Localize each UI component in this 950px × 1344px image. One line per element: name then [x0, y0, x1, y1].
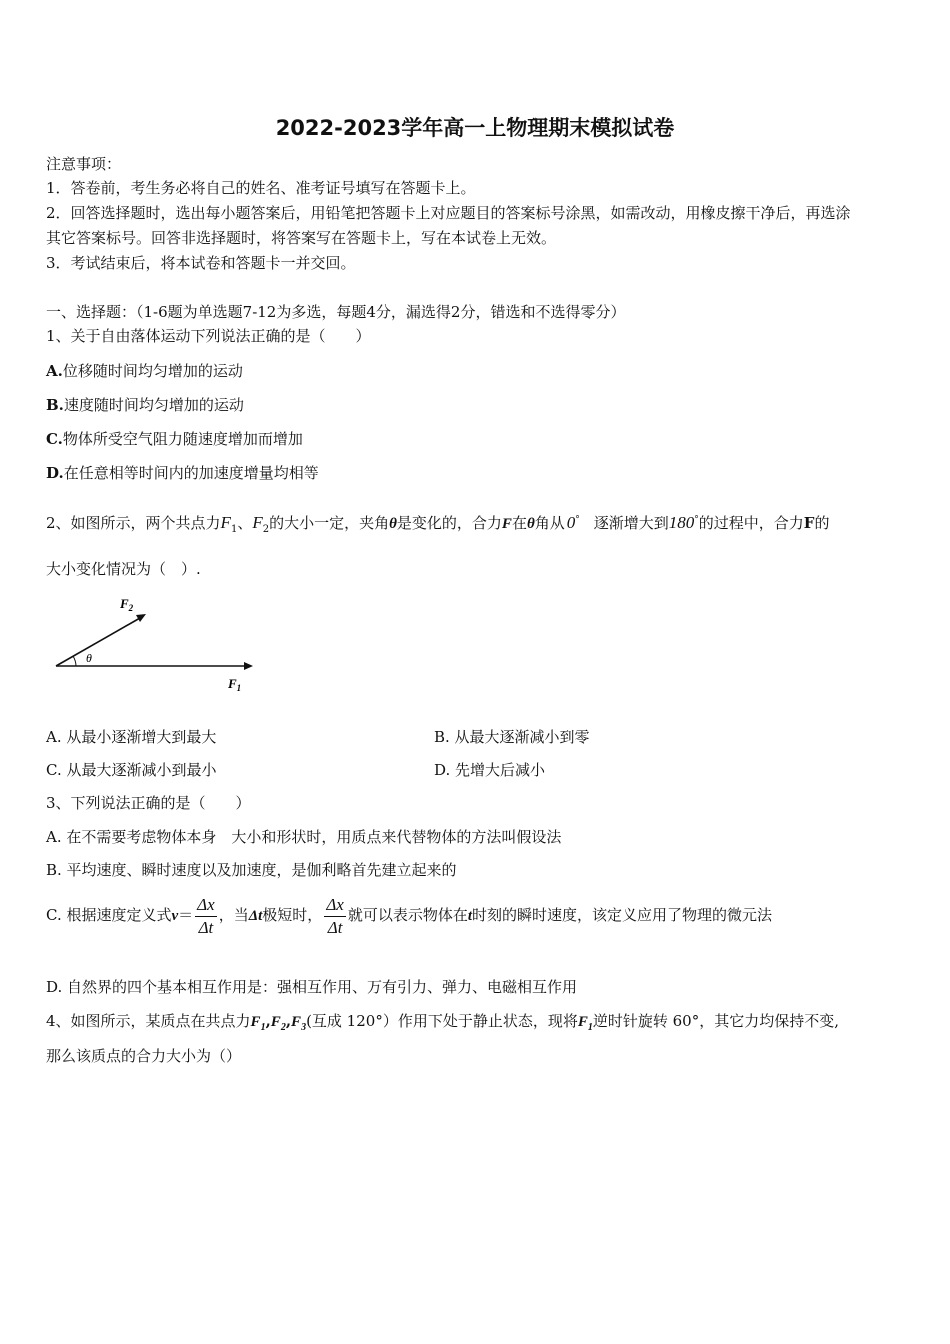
q3-option-a: A. 在不需要考虑物体本身 大小和形状时，用质点来代替物体的方法叫假设法	[46, 828, 562, 846]
q1-option-a-label: A.	[46, 362, 63, 380]
q3-frac2-den: Δt	[327, 917, 343, 937]
q4-comma-2: ,	[285, 1012, 292, 1030]
q2-theta-1: θ	[389, 516, 397, 532]
q3-equals: ＝	[178, 906, 194, 924]
q2-option-c: C. 从最大逐渐减小到最小	[46, 761, 217, 779]
q2-stem-line-2: 大小变化情况为（ ）.	[46, 560, 201, 578]
q2-deg-2: °	[694, 515, 699, 525]
q2-stem-line-1	[46, 507, 908, 543]
q3-fraction-1	[195, 894, 217, 939]
q2-force-diagram	[52, 592, 262, 697]
q4-f1-sub: 1	[260, 1022, 266, 1033]
q2-option-a: A. 从最小逐渐增大到最大	[46, 728, 217, 746]
notice-item-2-cont: 其它答案标号。回答非选择题时，将答案写在答题卡上，写在本试卷上无效。	[46, 229, 557, 247]
q3-dt-symbol: Δt	[248, 908, 263, 924]
q3-fraction-2	[324, 894, 346, 939]
q3-c-text-5: 时刻的瞬时速度，该定义应用了物理的微元法	[472, 906, 773, 924]
q4-f1-symbol: F	[250, 1014, 261, 1030]
q2-180-deg: 180	[668, 513, 695, 532]
q2-separator: 、	[237, 514, 253, 532]
q4-f1-rotate-sub: 1	[587, 1022, 593, 1033]
q1-option-d	[46, 462, 908, 484]
q3-c-text-2: ，当	[218, 906, 249, 924]
q1-option-d-text: 在任意相等时间内的加速度增量均相等	[63, 464, 319, 482]
q2-option-d: D. 先增大后减小	[434, 761, 546, 779]
q1-stem: 1、关于自由落体运动下列说法正确的是（ ）	[46, 327, 371, 345]
q3-c-text-1: C. 根据速度定义式	[46, 906, 172, 924]
q1-option-c	[46, 428, 908, 450]
q1-option-b-text: 速度随时间均匀增加的运动	[63, 396, 244, 414]
q2-text-3: 是变化的，合力	[396, 514, 502, 532]
theta-arc	[73, 656, 76, 666]
q4-f3-sub: 3	[301, 1022, 307, 1033]
q1-option-c-text: 物体所受空气阻力随速度增加而增加	[62, 430, 303, 448]
f2-arrowhead	[136, 614, 146, 622]
q3-option-b: B. 平均速度、瞬时速度以及加速度，是伽利略首先建立起来的	[46, 861, 457, 879]
notice-item-2: 2．回答选择题时，选出每小题答案后，用铅笔把答题卡上对应题目的答案标号涂黑，如需改动，用橡皮擦干净后，再选涂	[46, 204, 851, 222]
fig-theta-label: θ	[86, 651, 92, 665]
q4-stem-line-2: 那么该质点的合力大小为（）	[46, 1047, 242, 1065]
q4-comma-1: ,	[265, 1012, 271, 1030]
q1-option-b	[46, 394, 908, 416]
section-heading: 一、选择题：（1-6题为单选题7-12为多选，每题4分，漏选得2分，错选和不选得零分）	[46, 303, 626, 321]
q2-f1-sub: 1	[230, 524, 238, 535]
q2-deg-1: °	[575, 515, 580, 525]
q2-option-b: B. 从最大逐渐减小到零	[434, 728, 590, 746]
notice-item-1: 1．答卷前，考生务必将自己的姓名、准考证号填写在答题卡上。	[46, 179, 476, 197]
q3-frac1-den: Δt	[198, 917, 214, 937]
q3-stem: 3、下列说法正确的是（ ）	[46, 794, 251, 812]
q3-frac2-num: Δx	[324, 894, 346, 917]
q1-option-c-label: C.	[46, 430, 63, 448]
q4-f3-symbol: F	[291, 1014, 302, 1030]
f1-arrowhead	[244, 662, 253, 670]
q4-stem-line-1	[46, 1010, 908, 1039]
q2-f1-symbol: F	[220, 513, 231, 532]
q2-zero-deg: 0	[566, 513, 576, 532]
f2-vector-line	[56, 618, 140, 666]
q4-f1-rotate-symbol: F	[577, 1014, 588, 1030]
q3-c-text-4: 就可以表示物体在	[347, 906, 468, 924]
q4-f2-sub: 2	[280, 1022, 286, 1033]
q3-t-symbol: t	[467, 908, 473, 924]
q3-frac1-num: Δx	[195, 894, 217, 917]
q2-text-4: 在	[511, 514, 527, 532]
q1-option-d-label: D.	[46, 464, 64, 482]
q1-option-a	[46, 360, 908, 382]
q2-f-end: F	[803, 514, 815, 532]
q2-theta-2: θ	[526, 516, 535, 532]
q1-option-b-label: B.	[46, 396, 64, 414]
notice-heading: 注意事项：	[46, 155, 122, 173]
q3-option-c	[46, 891, 908, 940]
q2-f2-sub: 2	[262, 524, 270, 535]
q2-text-6: 逐渐增大到	[593, 514, 669, 532]
fig-f2-label: $F_2$	[120, 596, 134, 613]
q4-text-1: 4、如图所示，某质点在共点力	[46, 1012, 251, 1030]
q3-c-text-3: 极短时，	[262, 906, 323, 924]
q4-f2-symbol: F	[270, 1014, 281, 1030]
q2-text-2: 的大小一定，夹角	[269, 514, 390, 532]
fig-f1-label: $F_1$	[228, 676, 242, 693]
q2-text-1: 2、如图所示，两个共点力	[46, 514, 221, 532]
q3-option-d: D. 自然界的四个基本相互作用是：强相互作用、万有引力、弹力、电磁相互作用	[46, 978, 578, 996]
q2-text-5: 角从	[534, 514, 565, 532]
q2-text-8: 的	[814, 514, 830, 532]
page-title: 2022-2023学年高一上物理期末模拟试卷	[275, 116, 675, 140]
q2-text-7: 的过程中，合力	[698, 514, 804, 532]
q4-text-3: 逆时针旋转 60°，其它力均保持不变,	[592, 1012, 839, 1030]
notice-item-3: 3．考试结束后，将本试卷和答题卡一并交回。	[46, 254, 356, 272]
q1-option-a-text: 位移随时间均匀增加的运动	[62, 362, 243, 380]
q2-f-symbol: F	[501, 516, 512, 532]
q3-v-symbol: v	[171, 908, 179, 924]
q2-f2-symbol: F	[252, 513, 263, 532]
q4-text-2: (互成 120°）作用下处于静止状态，现将	[306, 1012, 578, 1030]
